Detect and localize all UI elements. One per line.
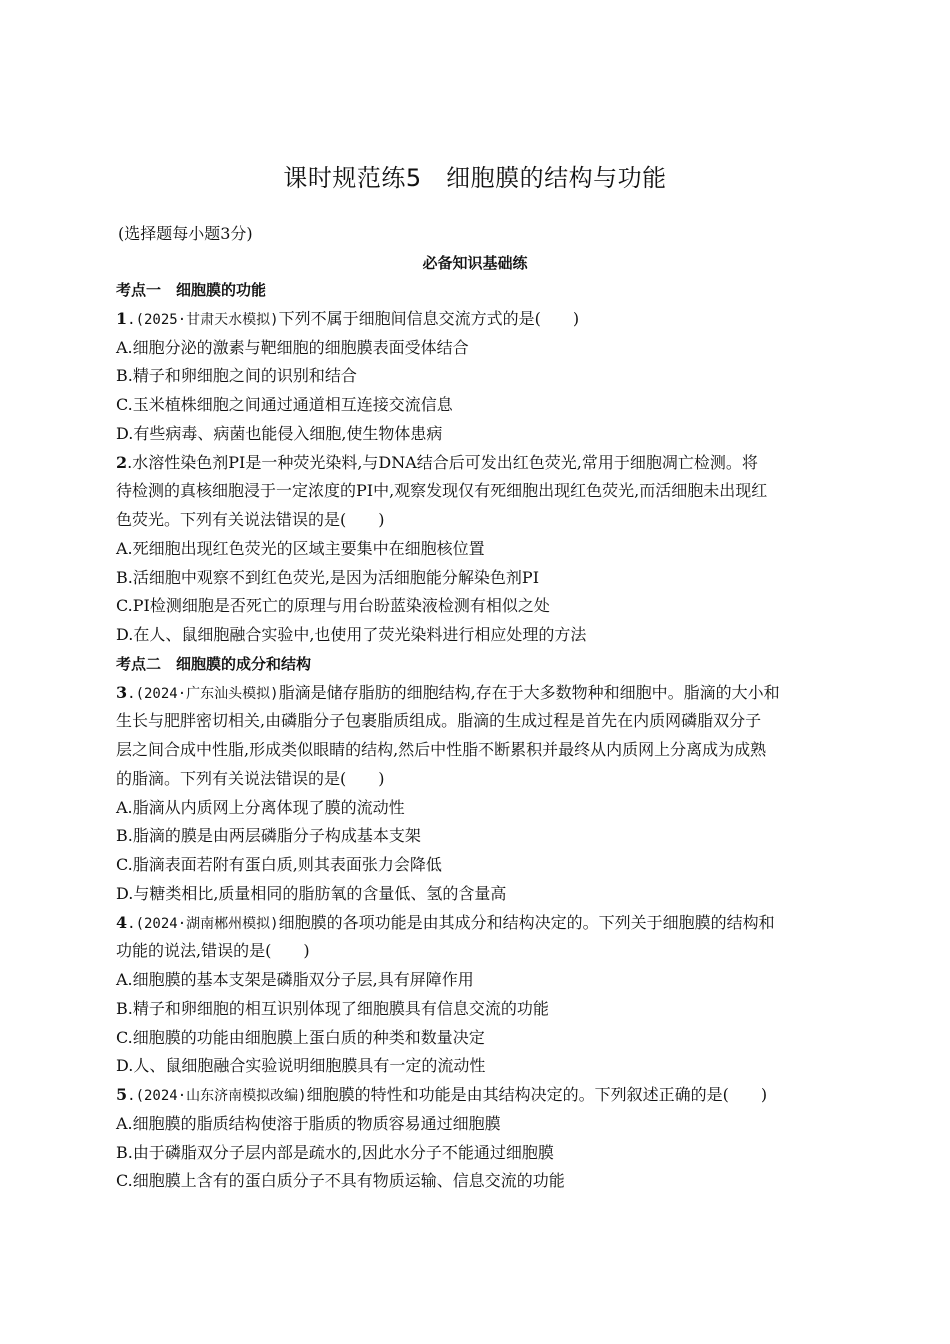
option-a: A.细胞分泌的激素与靶细胞的细胞膜表面受体结合 [116, 337, 469, 357]
question-source: .(2024·山东济南模拟改编) [127, 1088, 307, 1104]
scoring-note: (选择题每小题3分) [118, 224, 253, 243]
question-stem-line: 待检测的真核细胞浸于一定浓度的PI中,观察发现仅有死细胞出现红色荧光,而活细胞未出现红 [116, 481, 768, 501]
question-stem: 细胞膜的特性和功能是由其结构决定的。下列叙述正确的是( ) [306, 1085, 768, 1104]
question-stem-line: 生长与肥胖密切相关,由磷脂分子包裹脂质组成。脂滴的生成过程是首先在内质网磷脂双分子 [116, 711, 762, 731]
option-a: A.细胞膜的脂质结构使溶于脂质的物质容易通过细胞膜 [116, 1113, 501, 1133]
question-number: 3 [116, 682, 128, 702]
option-c: C.玉米植株细胞之间通过通道相互连接交流信息 [116, 395, 453, 414]
option-c: C.脂滴表面若附有蛋白质,则其表面张力会降低 [116, 855, 442, 874]
section-heading: 必备知识基础练 [422, 254, 528, 272]
option-d: D.人、鼠细胞融合实验说明细胞膜具有一定的流动性 [116, 1056, 486, 1076]
option-d: D.在人、鼠细胞融合实验中,也使用了荧光染料进行相应处理的方法 [116, 625, 587, 644]
question-stem-line: 的脂滴。下列有关说法错误的是( ) [116, 768, 385, 788]
question-stem-line: 功能的说法,错误的是( ) [116, 941, 310, 961]
question-3 [116, 679, 840, 909]
knowledge-point-heading: 考点一 细胞膜的功能 [116, 281, 267, 299]
option-b: B.脂滴的膜是由两层磷脂分子构成基本支架 [116, 826, 421, 846]
question-number: 5 [116, 1085, 128, 1104]
option-b: B.由于磷脂双分子层内部是疏水的,因此水分子不能通过细胞膜 [116, 1142, 554, 1162]
option-b: B.活细胞中观察不到红色荧光,是因为活细胞能分解染色剂PI [116, 567, 540, 587]
knowledge-point-heading: 考点二 细胞膜的成分和结构 [116, 654, 312, 673]
question-2 [116, 449, 840, 650]
question-stem: .水溶性染色剂PI是一种荧光染料,与DNA结合后可发出红色荧光,常用于细胞凋亡检测。将 [127, 452, 758, 472]
question-stem: 细胞膜的各项功能是由其成分和结构决定的。下列关于细胞膜的结构和 [278, 912, 775, 932]
question-1 [116, 305, 840, 449]
question-number: 2 [116, 452, 128, 472]
option-c: C.细胞膜上含有的蛋白质分子不具有物质运输、信息交流的功能 [116, 1171, 565, 1191]
option-a: A.死细胞出现红色荧光的区域主要集中在细胞核位置 [116, 538, 485, 558]
option-d: D.与糖类相比,质量相同的脂肪氧的含量低、氢的含量高 [116, 883, 507, 903]
option-c: C.细胞膜的功能由细胞膜上蛋白质的种类和数量决定 [116, 1027, 485, 1047]
question-4 [116, 909, 840, 1082]
option-a: A.细胞膜的基本支架是磷脂双分子层,具有屏障作用 [116, 970, 474, 989]
option-b: B.精子和卵细胞的相互识别体现了细胞膜具有信息交流的功能 [116, 998, 549, 1018]
option-d: D.有些病毒、病菌也能侵入细胞,使生物体患病 [116, 423, 443, 443]
question-5 [116, 1081, 840, 1196]
question-stem: 下列不属于细胞间信息交流方式的是( ) [278, 308, 580, 328]
option-c: C.PI检测细胞是否死亡的原理与用台盼蓝染液检测有相似之处 [116, 596, 550, 616]
page-title: 课时规范练5 细胞膜的结构与功能 [283, 164, 667, 192]
option-a: A.脂滴从内质网上分离体现了膜的流动性 [116, 797, 405, 817]
question-number: 4 [116, 912, 128, 932]
question-number: 1 [116, 308, 128, 328]
question-source: .(2024·湖南郴州模拟) [127, 915, 279, 932]
question-stem-line: 层之间合成中性脂,形成类似眼睛的结构,然后中性脂不断累积并最终从内质网上分离成为成熟 [116, 740, 767, 759]
question-list [116, 276, 840, 1196]
question-stem: 脂滴是储存脂肪的细胞结构,存在于大多数物种和细胞中。脂滴的大小和 [278, 682, 780, 702]
question-source: .(2024·广东汕头模拟) [127, 685, 279, 702]
question-stem-line: 色荧光。下列有关说法错误的是( ) [116, 510, 385, 529]
question-source: .(2025·甘肃天水模拟) [127, 311, 279, 328]
option-b: B.精子和卵细胞之间的识别和结合 [116, 366, 357, 386]
